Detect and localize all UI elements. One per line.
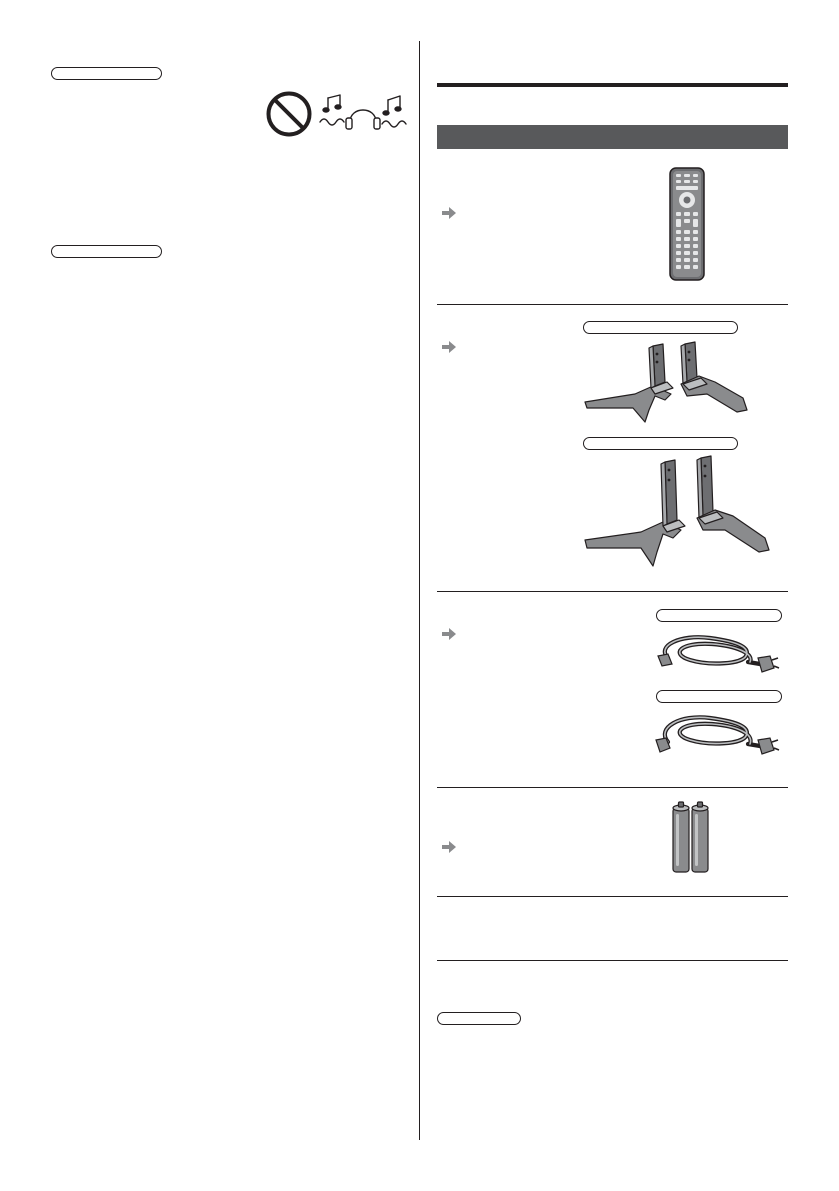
reference-arrow-icon <box>442 628 456 640</box>
pedestal-stand-illustration <box>583 338 753 424</box>
prohibited-sign-icon <box>265 90 313 138</box>
item-divider <box>437 787 788 788</box>
item-divider <box>437 304 788 305</box>
mains-lead-illustration <box>650 626 780 682</box>
section-heading-rule <box>437 83 788 87</box>
headphones-with-music-notes-icon <box>318 92 408 132</box>
note-label-3 <box>437 1012 521 1025</box>
item-3-variant-label-2 <box>656 690 782 703</box>
reference-arrow-icon <box>442 841 456 853</box>
remote-control-illustration <box>668 166 706 282</box>
item-3-variant-label-1 <box>656 609 782 622</box>
item-divider <box>437 896 788 897</box>
column-separator <box>419 41 420 1140</box>
note-label-2 <box>51 245 162 258</box>
item-2-variant-label-1 <box>583 321 738 334</box>
reference-arrow-icon <box>442 207 456 219</box>
reference-arrow-icon <box>442 341 456 353</box>
item-divider <box>437 591 788 592</box>
item-2-variant-label-2 <box>583 437 738 450</box>
item-divider <box>437 960 788 961</box>
note-label-1 <box>51 67 162 80</box>
pedestal-stand-illustration <box>583 454 773 570</box>
aa-batteries-illustration <box>670 800 714 874</box>
accessories-heading-bar <box>437 125 788 149</box>
mains-lead-illustration <box>650 706 780 766</box>
